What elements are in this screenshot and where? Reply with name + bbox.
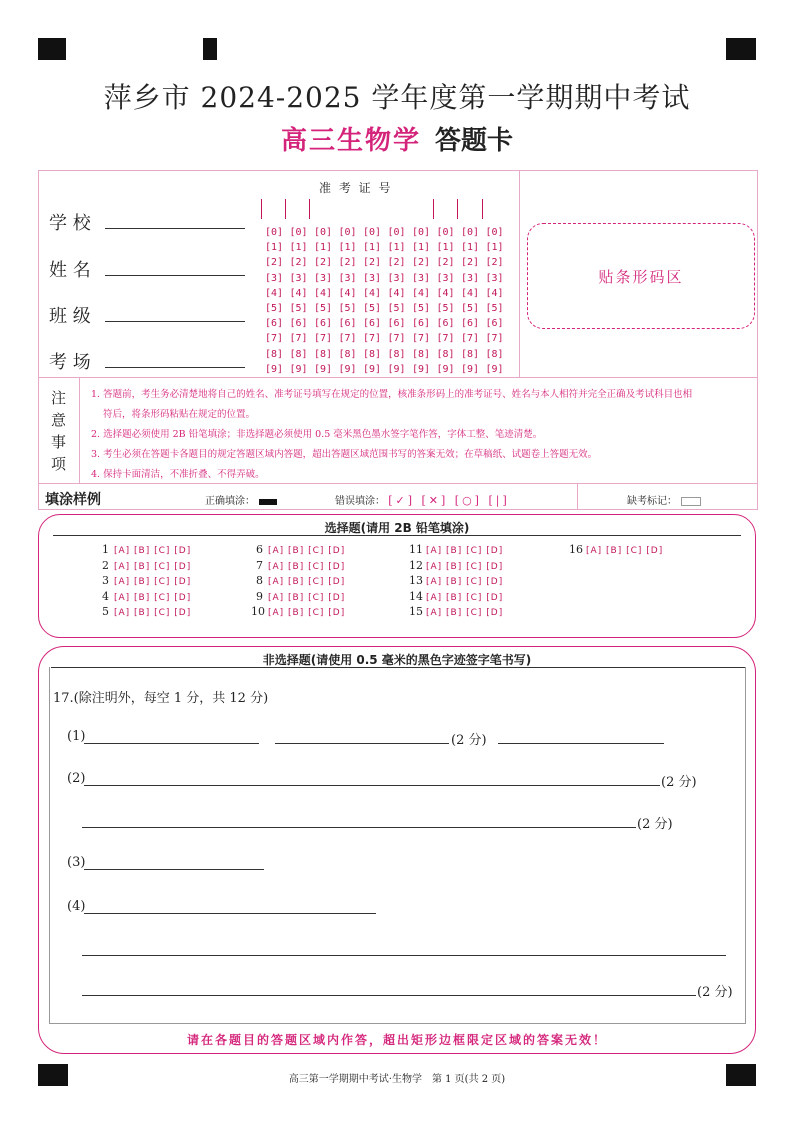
exam-number-column[interactable]	[339, 225, 357, 377]
answer-options[interactable]: [A] [B] [C] [D]	[114, 592, 192, 603]
notice-text	[91, 385, 751, 485]
digit-bubble[interactable]: [8]	[412, 348, 431, 360]
score-label: (2 分)	[697, 985, 733, 1000]
digit-bubble[interactable]: [6]	[485, 318, 504, 330]
question-number: 16	[569, 543, 583, 556]
choice-item[interactable]	[251, 590, 345, 603]
digit-bubble[interactable]: [7]	[412, 333, 431, 345]
digit-bubble[interactable]: [0]	[314, 227, 333, 238]
room-label: 考 场	[49, 352, 91, 373]
digit-bubble[interactable]: [8]	[436, 348, 455, 360]
class-field[interactable]	[49, 302, 245, 328]
card-label: 答题卡	[435, 126, 514, 156]
digit-bubble[interactable]: [1]	[314, 242, 333, 254]
exam-number-column[interactable]	[314, 225, 332, 377]
digit-bubble[interactable]: [6]	[265, 318, 284, 330]
answer-line-4c[interactable]	[82, 995, 696, 996]
digit-bubble[interactable]: [0]	[412, 227, 431, 238]
choice-item[interactable]	[569, 543, 663, 556]
digit-bubble[interactable]: [6]	[289, 318, 308, 330]
choice-item[interactable]	[409, 543, 503, 556]
choice-item[interactable]	[251, 605, 345, 618]
digit-bubble[interactable]: [2]	[289, 257, 308, 269]
exam-number-column[interactable]	[437, 225, 455, 377]
digit-bubble[interactable]: [8]	[265, 348, 284, 360]
notice-item: 符后，将条形码粘贴在规定的位置。	[103, 409, 256, 420]
room-field[interactable]	[49, 348, 245, 374]
exam-number-column[interactable]	[486, 225, 504, 377]
answer-options[interactable]: [A] [B] [C] [D]	[268, 592, 346, 603]
digit-bubble[interactable]: [9]	[412, 363, 431, 375]
digit-bubble[interactable]: [7]	[265, 333, 284, 345]
question-number: 8	[256, 574, 263, 587]
absent-mark[interactable]: 缺考标记：	[627, 492, 701, 507]
digit-bubble[interactable]: [3]	[461, 272, 480, 284]
digit-bubble[interactable]: [7]	[461, 333, 480, 345]
digit-bubble[interactable]: [7]	[314, 333, 333, 345]
digit-bubble[interactable]: [4]	[314, 287, 333, 299]
answer-line-2a[interactable]	[84, 785, 660, 786]
digit-bubble[interactable]: [2]	[387, 257, 406, 269]
digit-bubble[interactable]: [3]	[485, 272, 504, 284]
digit-bubble[interactable]: [6]	[314, 318, 333, 330]
digit-bubble[interactable]: [1]	[412, 242, 431, 254]
answer-line-1a[interactable]	[84, 743, 259, 744]
correct-fill: 正确填涂：	[205, 492, 277, 507]
digit-bubble[interactable]: [8]	[387, 348, 406, 360]
digit-bubble[interactable]: [0]	[363, 227, 382, 238]
card-title	[0, 120, 794, 157]
score-label: (2 分)	[451, 733, 487, 748]
registration-mark	[726, 38, 756, 60]
digit-bubble[interactable]: [3]	[314, 272, 333, 284]
digit-bubble[interactable]: [8]	[289, 348, 308, 360]
digit-bubble[interactable]: [2]	[461, 257, 480, 269]
answer-options[interactable]: [A] [B] [C] [D]	[426, 608, 504, 618]
digit-bubble[interactable]: [8]	[338, 348, 357, 360]
digit-bubble[interactable]: [9]	[338, 363, 357, 375]
name-field[interactable]	[49, 256, 245, 282]
exam-number-grid[interactable]	[265, 225, 515, 380]
digit-bubble[interactable]: [4]	[461, 287, 480, 299]
digit-bubble[interactable]: [4]	[338, 287, 357, 299]
digit-bubble[interactable]: [1]	[363, 242, 382, 254]
answer-options[interactable]: [A] [B] [C] [D]	[426, 561, 504, 572]
registration-mark	[38, 38, 66, 60]
fill-sample-label: 填涂样例	[45, 492, 101, 508]
part-3-label: (3)	[67, 855, 86, 870]
digit-bubble[interactable]: [7]	[387, 333, 406, 345]
digit-bubble[interactable]: [3]	[436, 272, 455, 284]
digit-bubble[interactable]: [5]	[265, 303, 284, 315]
class-label: 班 级	[49, 306, 91, 327]
digit-bubble[interactable]: [5]	[363, 303, 382, 315]
question-number: 5	[102, 605, 109, 618]
digit-bubble[interactable]: [4]	[363, 287, 382, 299]
digit-bubble[interactable]: [5]	[461, 303, 480, 315]
question-number: 2	[102, 558, 109, 572]
digit-bubble[interactable]: [4]	[436, 287, 455, 299]
choice-item[interactable]	[251, 543, 345, 556]
nonchoice-section	[38, 646, 756, 1054]
notice-item: 2. 选择题必须使用 2B 铅笔填涂；非选择题必须使用 0.5 毫米黑色墨水签字笔作答，字体工整、笔迹清楚。	[91, 429, 543, 440]
answer-line-3[interactable]	[84, 869, 264, 870]
answer-options[interactable]: [A] [B] [C] [D]	[268, 608, 346, 618]
question-number: 6	[256, 543, 263, 556]
part-1-label: (1)	[67, 729, 86, 744]
answer-options[interactable]: [A] [B] [C] [D]	[426, 546, 504, 556]
digit-bubble[interactable]: [3]	[387, 272, 406, 284]
digit-bubble[interactable]: [0]	[338, 227, 357, 238]
digit-bubble[interactable]: [3]	[363, 272, 382, 284]
choice-item[interactable]	[97, 574, 191, 587]
digit-bubble[interactable]: [4]	[412, 287, 431, 299]
digit-bubble[interactable]: [3]	[338, 272, 357, 284]
digit-bubble[interactable]: [7]	[289, 333, 308, 345]
digit-bubble[interactable]: [5]	[314, 303, 333, 315]
school-label: 学 校	[49, 213, 91, 234]
choice-item[interactable]	[97, 543, 191, 556]
question-number: 4	[102, 589, 109, 603]
question-number: 1	[102, 543, 109, 556]
digit-bubble[interactable]: [4]	[289, 287, 308, 299]
digit-bubble[interactable]: [1]	[387, 242, 406, 254]
digit-bubble[interactable]: [1]	[485, 242, 504, 254]
answer-line-1c[interactable]	[498, 743, 664, 744]
digit-bubble[interactable]: [7]	[485, 333, 504, 345]
exam-number-label: 准 考 证 号	[319, 181, 393, 195]
digit-bubble[interactable]: [1]	[265, 242, 284, 254]
digit-bubble[interactable]: [2]	[436, 257, 455, 269]
digit-bubble[interactable]: [8]	[461, 348, 480, 360]
nonchoice-heading: 非选择题(请使用 0.5 毫米的黑色字迹签字笔书写)	[262, 653, 532, 667]
digit-bubble[interactable]: [6]	[387, 318, 406, 330]
question-number: 13	[409, 574, 423, 587]
choice-item[interactable]	[97, 590, 191, 603]
exam-number-column[interactable]	[412, 225, 430, 377]
digit-bubble[interactable]: [2]	[412, 257, 431, 269]
answer-options[interactable]: [A] [B] [C] [D]	[426, 592, 504, 603]
digit-bubble[interactable]: [0]	[387, 227, 406, 238]
wrong-fill: 错误填涂： [✓] [✕] [○] [|]	[335, 494, 510, 507]
exam-title: 萍乡市 2024-2025 学年度第一学期期中考试	[103, 81, 691, 114]
question-number: 7	[256, 558, 263, 572]
digit-bubble[interactable]: [0]	[289, 227, 308, 238]
digit-bubble[interactable]: [8]	[363, 348, 382, 360]
answer-options[interactable]: [A] [B] [C] [D]	[268, 561, 346, 572]
digit-bubble[interactable]: [5]	[338, 303, 357, 315]
notice-item: 4. 保持卡面清洁，不准折叠、不得弄破。	[91, 469, 265, 480]
digit-bubble[interactable]: [5]	[485, 303, 504, 315]
part-2-label: (2)	[67, 771, 86, 786]
digit-bubble[interactable]: [0]	[461, 227, 480, 238]
choice-item[interactable]	[409, 590, 503, 603]
page-footer: 高三第一学期期中考试·生物学 第 1 页(共 2 页)	[288, 1074, 506, 1085]
digit-bubble[interactable]: [9]	[485, 363, 504, 375]
question-number: 3	[102, 574, 109, 587]
registration-mark	[203, 38, 217, 60]
digit-bubble[interactable]: [3]	[412, 272, 431, 284]
digit-bubble[interactable]: [2]	[265, 257, 284, 269]
question-17-heading: 17.(除注明外，每空 1 分，共 12 分)	[53, 691, 269, 706]
exam-number-column[interactable]	[461, 225, 479, 377]
choice-item[interactable]	[97, 605, 191, 618]
digit-bubble[interactable]: [0]	[265, 227, 284, 238]
score-label: (2 分)	[661, 775, 697, 790]
question-number: 10	[251, 605, 265, 618]
answer-line-4a[interactable]	[84, 913, 376, 914]
digit-bubble[interactable]: [6]	[412, 318, 431, 330]
digit-bubble[interactable]: [6]	[363, 318, 382, 330]
digit-bubble[interactable]: [5]	[412, 303, 431, 315]
digit-bubble[interactable]: [9]	[363, 363, 382, 375]
question-number: 11	[409, 543, 423, 556]
choice-item[interactable]	[97, 559, 191, 572]
digit-bubble[interactable]: [1]	[461, 242, 480, 254]
answer-line-1b[interactable]	[275, 743, 449, 744]
digit-bubble[interactable]: [9]	[461, 363, 480, 375]
digit-bubble[interactable]: [2]	[485, 257, 504, 269]
answer-options[interactable]: [A] [B] [C] [D]	[268, 546, 346, 556]
digit-bubble[interactable]: [4]	[387, 287, 406, 299]
choice-item[interactable]	[409, 605, 503, 618]
answer-options[interactable]: [A] [B] [C] [D]	[114, 577, 192, 587]
choice-item[interactable]	[409, 574, 503, 587]
digit-bubble[interactable]: [9]	[314, 363, 333, 375]
choice-heading: 选择题(请用 2B 铅笔填涂)	[324, 521, 470, 535]
score-label: (2 分)	[637, 817, 673, 832]
digit-bubble[interactable]: [5]	[387, 303, 406, 315]
answer-line-4b[interactable]	[82, 955, 726, 956]
answer-options[interactable]: [A] [B] [C] [D]	[586, 546, 664, 556]
answer-area-warning: 请在各题目的答题区域内作答，超出矩形边框限定区域的答案无效！	[186, 1033, 607, 1047]
choice-item[interactable]	[251, 574, 345, 587]
info-box	[38, 170, 758, 510]
exam-number-column[interactable]	[265, 225, 283, 377]
digit-bubble[interactable]: [7]	[436, 333, 455, 345]
exam-number-column[interactable]	[388, 225, 406, 377]
digit-bubble[interactable]: [1]	[338, 242, 357, 254]
digit-bubble[interactable]: [9]	[436, 363, 455, 375]
digit-bubble[interactable]: [8]	[485, 348, 504, 360]
question-number: 15	[409, 605, 423, 618]
digit-bubble[interactable]: [2]	[338, 257, 357, 269]
digit-bubble[interactable]: [6]	[338, 318, 357, 330]
answer-options[interactable]: [A] [B] [C] [D]	[426, 577, 504, 587]
digit-bubble[interactable]: [4]	[485, 287, 504, 299]
choice-grid[interactable]	[39, 543, 755, 633]
digit-bubble[interactable]: [6]	[461, 318, 480, 330]
digit-bubble[interactable]: [7]	[363, 333, 382, 345]
exam-number-boxes[interactable]	[261, 199, 506, 219]
digit-bubble[interactable]: [1]	[436, 242, 455, 254]
question-number: 9	[256, 589, 263, 603]
digit-bubble[interactable]: [4]	[265, 287, 284, 299]
question-number: 12	[409, 558, 423, 572]
digit-bubble[interactable]: [3]	[265, 272, 284, 284]
answer-options[interactable]: [A] [B] [C] [D]	[114, 608, 192, 618]
digit-bubble[interactable]: [8]	[314, 348, 333, 360]
school-field[interactable]	[49, 209, 245, 235]
digit-bubble[interactable]: [2]	[363, 257, 382, 269]
digit-bubble[interactable]: [1]	[289, 242, 308, 254]
barcode-label: 贴条形码区	[598, 268, 684, 286]
digit-bubble[interactable]: [7]	[338, 333, 357, 345]
question-number: 14	[409, 589, 423, 603]
part-4-label: (4)	[67, 899, 86, 914]
notice-label: 注 意 事 项	[51, 389, 67, 473]
exam-number-column[interactable]	[290, 225, 308, 377]
digit-bubble[interactable]: [9]	[265, 363, 284, 375]
answer-line-2b[interactable]	[82, 827, 636, 828]
answer-options[interactable]: [A] [B] [C] [D]	[268, 577, 346, 587]
name-label: 姓 名	[49, 260, 91, 281]
subject-title: 高三生物学	[280, 126, 421, 156]
digit-bubble[interactable]: [6]	[436, 318, 455, 330]
digit-bubble[interactable]: [0]	[485, 227, 504, 238]
digit-bubble[interactable]: [2]	[314, 257, 333, 269]
barcode-area	[527, 223, 755, 329]
choice-item[interactable]	[409, 559, 503, 572]
choice-section	[38, 514, 756, 638]
choice-item[interactable]	[251, 559, 345, 572]
answer-options[interactable]: [A] [B] [C] [D]	[114, 546, 192, 556]
notice-item: 3. 考生必须在答题卡各题目的规定答题区域内答题，超出答题区域范围书写的答案无效；在草稿纸、试题卷上答题无效。	[91, 449, 598, 460]
digit-bubble[interactable]: [9]	[289, 363, 308, 375]
digit-bubble[interactable]: [5]	[289, 303, 308, 315]
digit-bubble[interactable]: [5]	[436, 303, 455, 315]
digit-bubble[interactable]: [0]	[436, 227, 455, 238]
notice-item: 1. 答题前，考生务必清楚地将自己的姓名、准考证号填写在规定的位置，核准条形码上的准考证号、姓名与本人相符并完全正确及考试科目也相	[91, 389, 693, 400]
exam-number-column[interactable]	[363, 225, 381, 377]
digit-bubble[interactable]: [9]	[387, 363, 406, 375]
answer-options[interactable]: [A] [B] [C] [D]	[114, 561, 192, 572]
digit-bubble[interactable]: [3]	[289, 272, 308, 284]
